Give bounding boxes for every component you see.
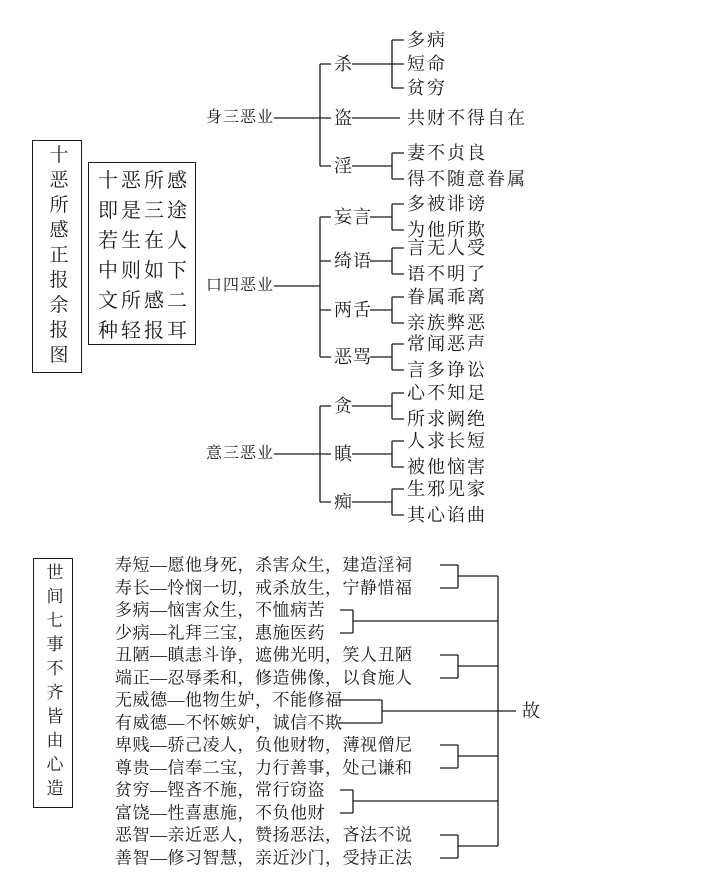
note-line: 十恶所感 bbox=[98, 170, 190, 192]
retribution-line: 端正—忍辱柔和，修造佛像，以食施人 bbox=[115, 668, 413, 688]
leaf-label: 妻不贞良 bbox=[407, 143, 487, 163]
branch-label-greed: 贪 bbox=[334, 396, 353, 416]
note-line: 种轻报耳 bbox=[98, 320, 190, 342]
leaf-label: 多病 bbox=[407, 30, 447, 50]
branch-label-delusion: 痴 bbox=[334, 492, 353, 512]
retribution-line: 富饶—性喜惠施，不负他财 bbox=[115, 803, 325, 823]
note-box bbox=[88, 162, 196, 345]
leaf-label: 眷属乖离 bbox=[407, 287, 487, 307]
retribution-line: 有威德—不怀嫉妒，诚信不欺 bbox=[115, 713, 343, 733]
retribution-line: 恶智—亲近恶人，赞扬恶法，吝法不说 bbox=[115, 825, 413, 845]
retribution-line: 尊贵—信奉二宝，力行善事，处己谦和 bbox=[115, 758, 413, 778]
group-label-speech: 口四恶业 bbox=[206, 277, 275, 294]
note-line: 文所感二 bbox=[98, 290, 190, 312]
leaf-label: 被他恼害 bbox=[407, 457, 487, 477]
leaf-label: 言无人受 bbox=[407, 238, 487, 258]
retribution-line: 贫穷—铿吝不施，常行窃盗 bbox=[115, 780, 325, 800]
leaf-label: 语不明了 bbox=[407, 264, 487, 284]
branch-label-double-tongue: 两舌 bbox=[334, 300, 372, 320]
branch-label-stealing: 盗 bbox=[334, 108, 353, 128]
note-line: 若生在人 bbox=[98, 230, 190, 252]
conclusion-label: 故 bbox=[522, 701, 540, 721]
leaf-label: 共财不得自在 bbox=[407, 108, 527, 128]
group-label-mind: 意三恶业 bbox=[206, 445, 275, 462]
branch-label-lust: 淫 bbox=[334, 156, 353, 176]
branch-label-flattery: 绮语 bbox=[334, 251, 372, 271]
note-line: 即是三途 bbox=[98, 200, 190, 222]
leaf-label: 得不随意眷属 bbox=[407, 169, 527, 189]
group-label-body: 身三恶业 bbox=[206, 109, 275, 126]
leaf-label: 人求长短 bbox=[407, 431, 487, 451]
retribution-line: 善智—修习智慧，亲近沙门，受持正法 bbox=[115, 848, 413, 868]
leaf-label: 亲族弊恶 bbox=[407, 313, 487, 333]
retribution-line: 卑贱—骄己凌人，负他财物，薄视僧尼 bbox=[115, 735, 413, 755]
leaf-label: 其心谄曲 bbox=[407, 505, 487, 525]
branch-label-abuse: 恶骂 bbox=[334, 347, 372, 367]
leaf-label: 常闻恶声 bbox=[407, 334, 487, 354]
branch-label-lying: 妄言 bbox=[334, 207, 372, 227]
retribution-line: 寿短—愿他身死，杀害众生，建造淫祠 bbox=[115, 555, 413, 575]
leaf-label: 心不知足 bbox=[407, 383, 487, 403]
leaf-label: 多被诽谤 bbox=[407, 194, 487, 214]
retribution-line: 多病—恼害众生，不恤病苦 bbox=[115, 600, 325, 620]
retribution-line: 丑陋—瞋恚斗诤，遮佛光明，笑人丑陋 bbox=[115, 645, 413, 665]
branch-label-killing: 杀 bbox=[334, 54, 353, 74]
leaf-label: 生邪见家 bbox=[407, 479, 487, 499]
retribution-line: 少病—礼拜三宝，惠施医药 bbox=[115, 623, 325, 643]
retribution-line: 无威德—他物生妒，不能修福 bbox=[115, 690, 343, 710]
retribution-line: 寿长—怜悯一切，戒杀放生，宁静惜福 bbox=[115, 578, 413, 598]
leaf-label: 短命 bbox=[407, 54, 447, 74]
leaf-label: 言多诤讼 bbox=[407, 360, 487, 380]
leaf-label: 为他所欺 bbox=[407, 220, 487, 240]
diagram-title: 十恶所感正报余报图 bbox=[46, 144, 68, 369]
leaf-label: 所求阙绝 bbox=[407, 409, 487, 429]
note-line: 中则如下 bbox=[98, 260, 190, 282]
side-box-title: 世间七事不齐皆由心造 bbox=[43, 563, 63, 803]
side-box bbox=[33, 558, 73, 808]
leaf-label: 贫穷 bbox=[407, 78, 447, 98]
title-box bbox=[32, 140, 82, 373]
branch-label-anger: 瞋 bbox=[334, 444, 353, 464]
